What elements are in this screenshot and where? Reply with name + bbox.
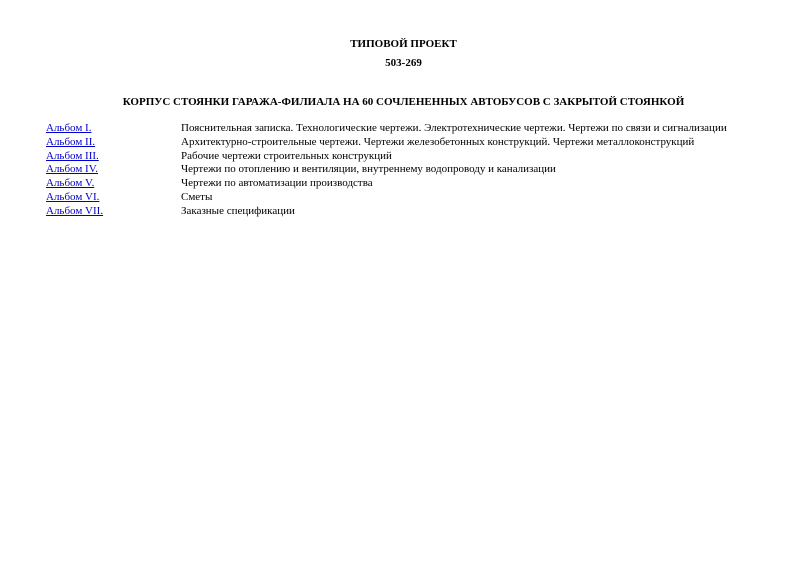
document-subtitle: КОРПУС СТОЯНКИ ГАРАЖА-ФИЛИАЛА НА 60 СОЧЛЕНЕННЫХ АВТОБУСОВ С ЗАКРЫТОЙ СТОЯНКОЙ <box>122 96 685 108</box>
album-row <box>46 191 786 205</box>
album-description: Чертежи по отоплению и вентиляции, внутреннему водопроводу и канализации <box>181 163 556 176</box>
album-link-7[interactable]: Альбом VII. <box>46 204 104 217</box>
album-description: Архитектурно-строительные чертежи. Чертежи железобетонных конструкций. Чертежи металлоконструкций <box>181 135 695 148</box>
album-link-6[interactable]: Альбом VI. <box>46 190 100 203</box>
album-row <box>46 205 786 219</box>
album-row <box>46 177 786 191</box>
album-link-2[interactable]: Альбом II. <box>46 135 96 148</box>
album-description: Чертежи по автоматизации производства <box>181 177 373 190</box>
album-list <box>46 122 786 219</box>
album-description: Рабочие чертежи строительных конструкций <box>181 149 392 162</box>
album-link-5[interactable]: Альбом V. <box>46 177 95 190</box>
album-link-1[interactable]: Альбом I. <box>46 122 92 134</box>
album-link-3[interactable]: Альбом III. <box>46 149 99 162</box>
album-row <box>46 163 786 177</box>
album-description: Сметы <box>181 190 213 203</box>
document-title: ТИПОВОЙ ПРОЕКТ <box>350 38 457 50</box>
album-link-4[interactable]: Альбом IV. <box>46 163 98 176</box>
album-row <box>46 136 786 150</box>
album-description: Заказные спецификации <box>181 204 295 217</box>
project-number: 503-269 <box>385 57 422 69</box>
album-description: Пояснительная записка. Технологические чертежи. Электротехнические чертежи. Чертежи по связи и сигнализации <box>181 122 727 134</box>
album-row <box>46 122 786 136</box>
album-row <box>46 150 786 164</box>
